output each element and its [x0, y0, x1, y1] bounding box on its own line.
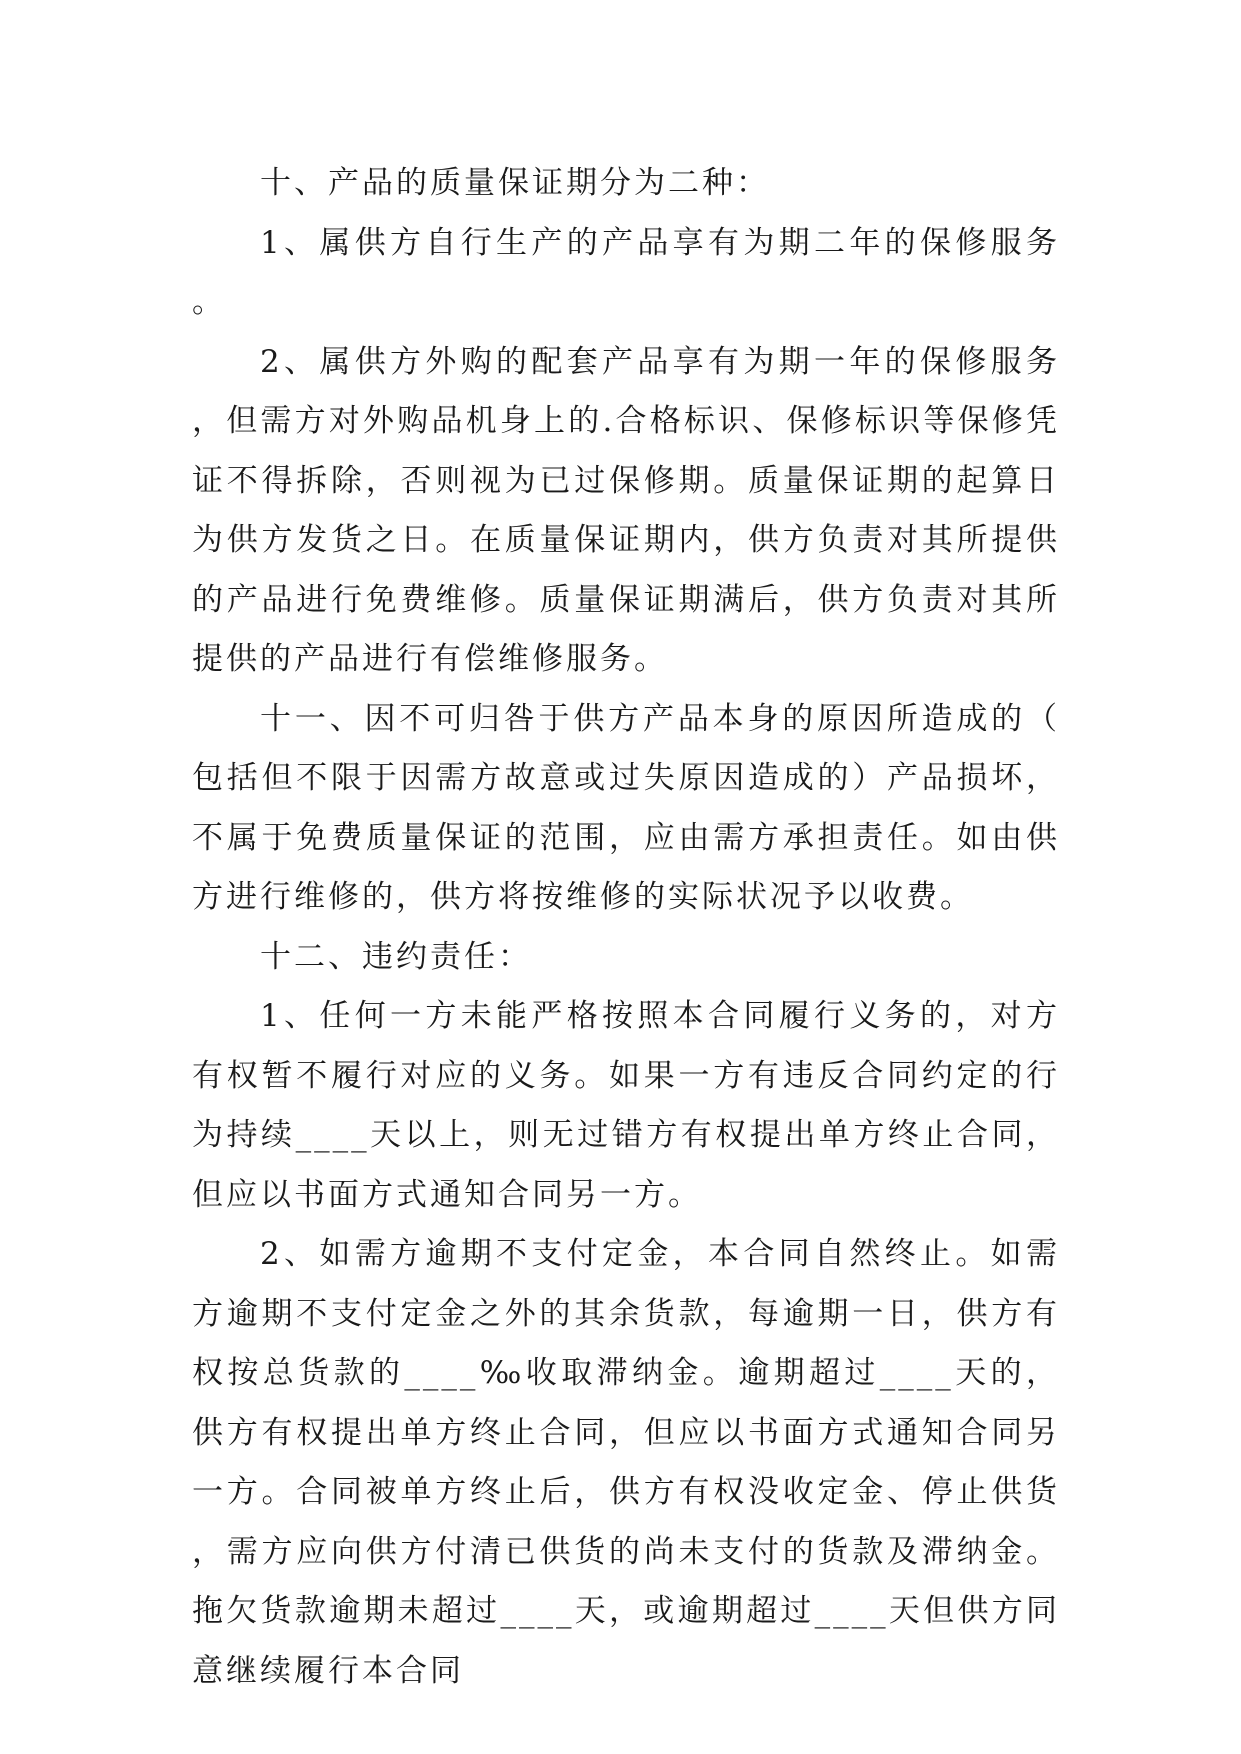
document-body	[192, 154, 1060, 1701]
paragraph-warranty-period-heading: 十、产品的质量保证期分为二种：	[260, 165, 770, 201]
paragraph-warranty-own-products: 1、属供方自行生产的产品享有为期二年的保修服务。	[192, 224, 1060, 320]
paragraph-breach-clause-2: 2、如需方逾期不支付定金，本合同自然终止。如需方逾期不支付定金之外的其余货款，每逾期一日，供方有权按总货款的____‰收取滞纳金。逾期超过____天的，供方有权提出单方终止合同，但应以书面方式通知合同另一方。合同被单方终止后，供方有权没收定金、停止供货，需方应向供方付清已供货的尚未支付的货款及滞纳金。拖欠货款逾期未超过____天，或逾期超过____天但供方同意继续履行本合同	[192, 1236, 1060, 1689]
paragraph-breach-clause-1: 1、任何一方未能严格按照本合同履行义务的，对方有权暂不履行对应的义务。如果一方有违反合同约定的行为持续____天以上，则无过错方有权提出单方终止合同，但应以书面方式通知合同另一方。	[192, 998, 1060, 1213]
paragraph-warranty-purchased-products: 2、属供方外购的配套产品享有为期一年的保修服务，但需方对外购品机身上的.合格标识、保修标识等保修凭证不得拆除，否则视为已过保修期。质量保证期的起算日为供方发货之日。在质量保证期内，供方负责对其所提供的产品进行免费维修。质量保证期满后，供方负责对其所提供的产品进行有偿维修服务。	[192, 343, 1060, 677]
paragraph-breach-liability-heading: 十二、违约责任：	[260, 938, 532, 975]
paragraph-warranty-exclusions: 十一、因不可归咎于供方产品本身的原因所造成的（包括但不限于因需方故意或过失原因造成的）产品损坏，不属于免费质量保证的范围，应由需方承担责任。如由供方进行维修的，供方将按维修的实际状况予以收费。	[192, 700, 1060, 915]
